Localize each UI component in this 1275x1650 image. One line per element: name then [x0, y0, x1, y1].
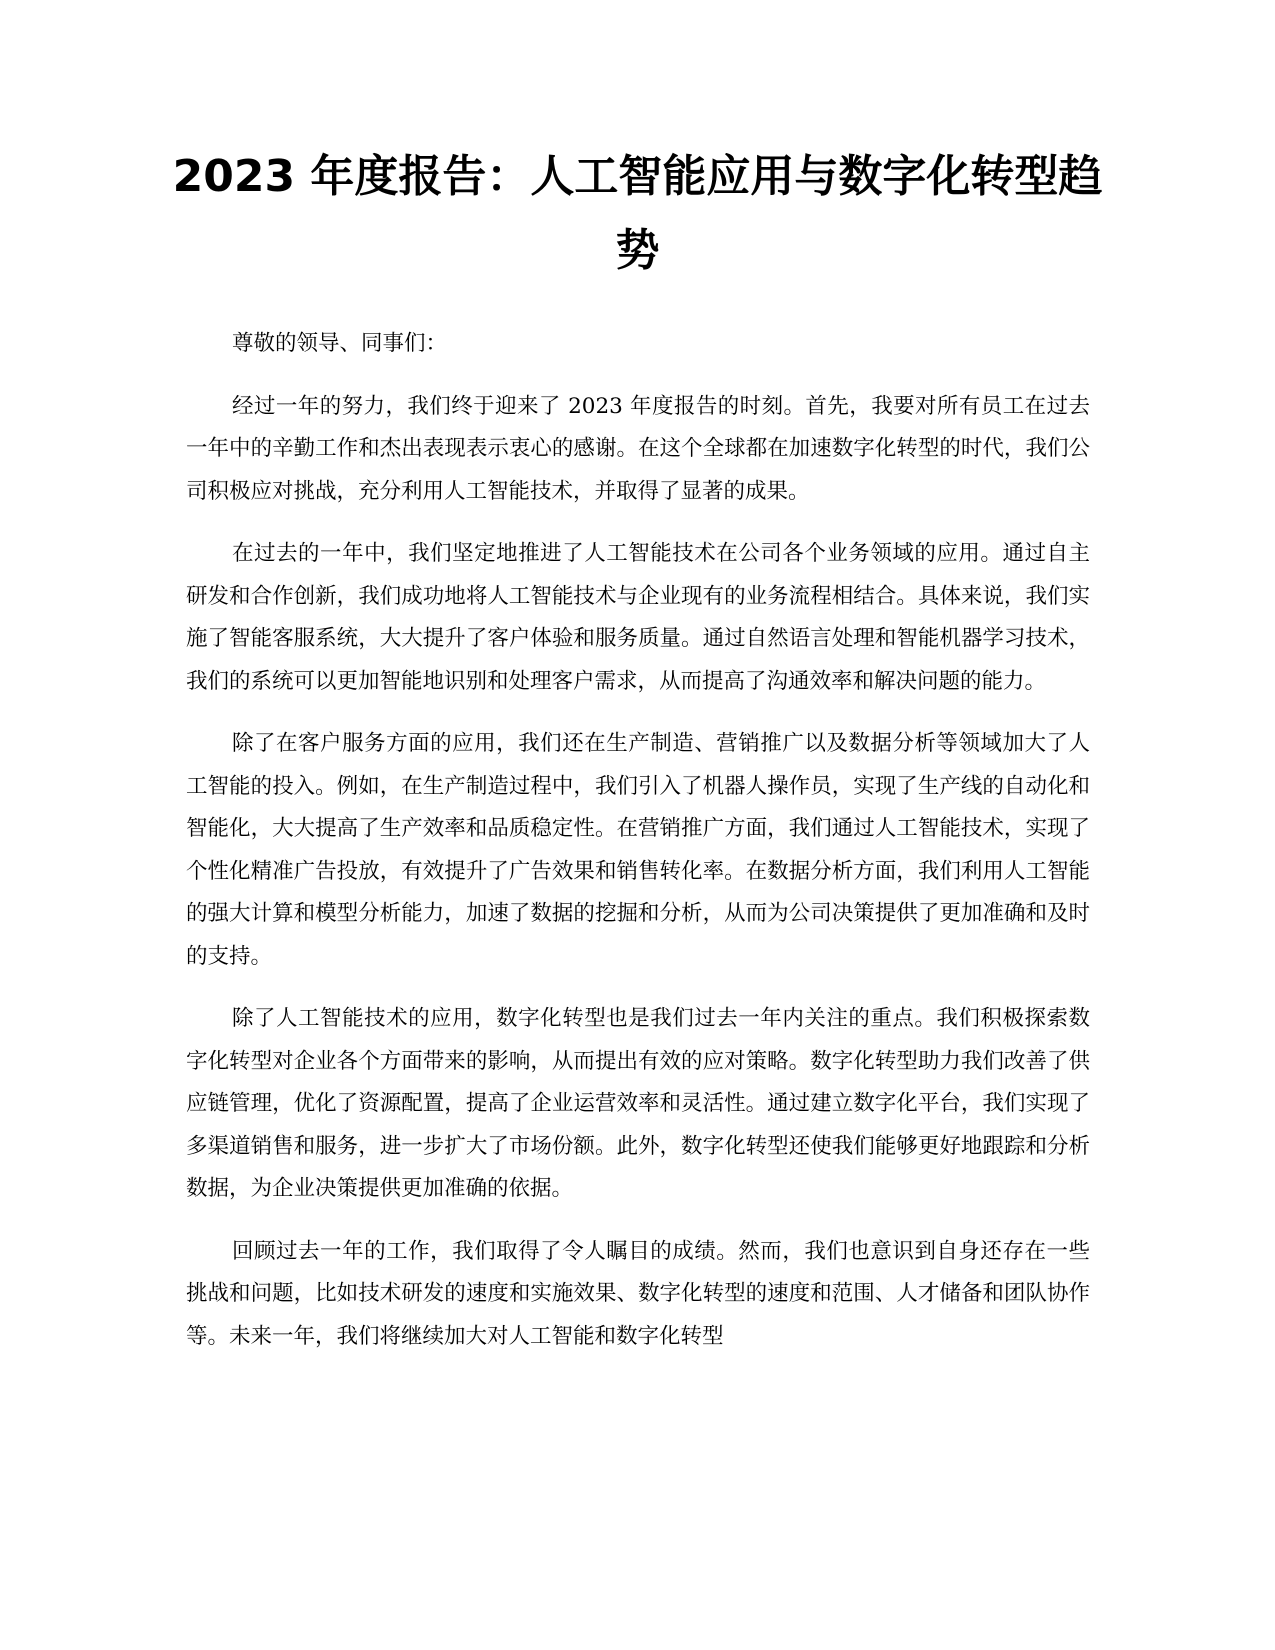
body-paragraph-2: 在过去的一年中，我们坚定地推进了人工智能技术在公司各个业务领域的应用。通过自主研发和合作创新，我们成功地将人工智能技术与企业现有的业务流程相结合。具体来说，我们实施了智能客服系统，大大提升了客户体验和服务质量。通过自然语言处理和智能机器学习技术，我们的系统可以更加智能地识别和处理客户需求，从而提高了沟通效率和解决问题的能力。 [186, 541, 1090, 694]
body-paragraph-3: 除了在客户服务方面的应用，我们还在生产制造、营销推广以及数据分析等领域加大了人工智能的投入。例如，在生产制造过程中，我们引入了机器人操作员，实现了生产线的自动化和智能化，大大提高了生产效率和品质稳定性。在营销推广方面，我们通过人工智能技术，实现了个性化精准广告投放，有效提升了广告效果和销售转化率。在数据分析方面，我们利用人工智能的强大计算和模型分析能力，加速了数据的挖掘和分析，从而为公司决策提供了更加准确和及时的支持。 [186, 731, 1090, 969]
greeting-line: 尊敬的领导、同事们： [232, 331, 448, 356]
page-title: 2023 年度报告：人工智能应用与数字化转型趋势 [172, 151, 1103, 276]
body-paragraph-1: 经过一年的努力，我们终于迎来了 2023 年度报告的时刻。首先，我要对所有员工在过去一年中的辛勤工作和杰出表现表示衷心的感谢。在这个全球都在加速数字化转型的时代，我们公司积极应对挑战，充分利用人工智能技术，并取得了显著的成果。 [186, 393, 1090, 504]
document-body [186, 323, 1090, 1378]
body-paragraph-4: 除了人工智能技术的应用，数字化转型也是我们过去一年内关注的重点。我们积极探索数字化转型对企业各个方面带来的影响，从而提出有效的应对策略。数字化转型助力我们改善了供应链管理，优化了资源配置，提高了企业运营效率和灵活性。通过建立数字化平台，我们实现了多渠道销售和服务，进一步扩大了市场份额。此外，数字化转型还使我们能够更好地跟踪和分析数据，为企业决策提供更加准确的依据。 [186, 1006, 1090, 1201]
body-paragraph-5: 回顾过去一年的工作，我们取得了令人瞩目的成绩。然而，我们也意识到自身还存在一些挑战和问题，比如技术研发的速度和实施效果、数字化转型的速度和范围、人才储备和团队协作等。未来一年，我们将继续加大对人工智能和数字化转型 [186, 1238, 1090, 1349]
